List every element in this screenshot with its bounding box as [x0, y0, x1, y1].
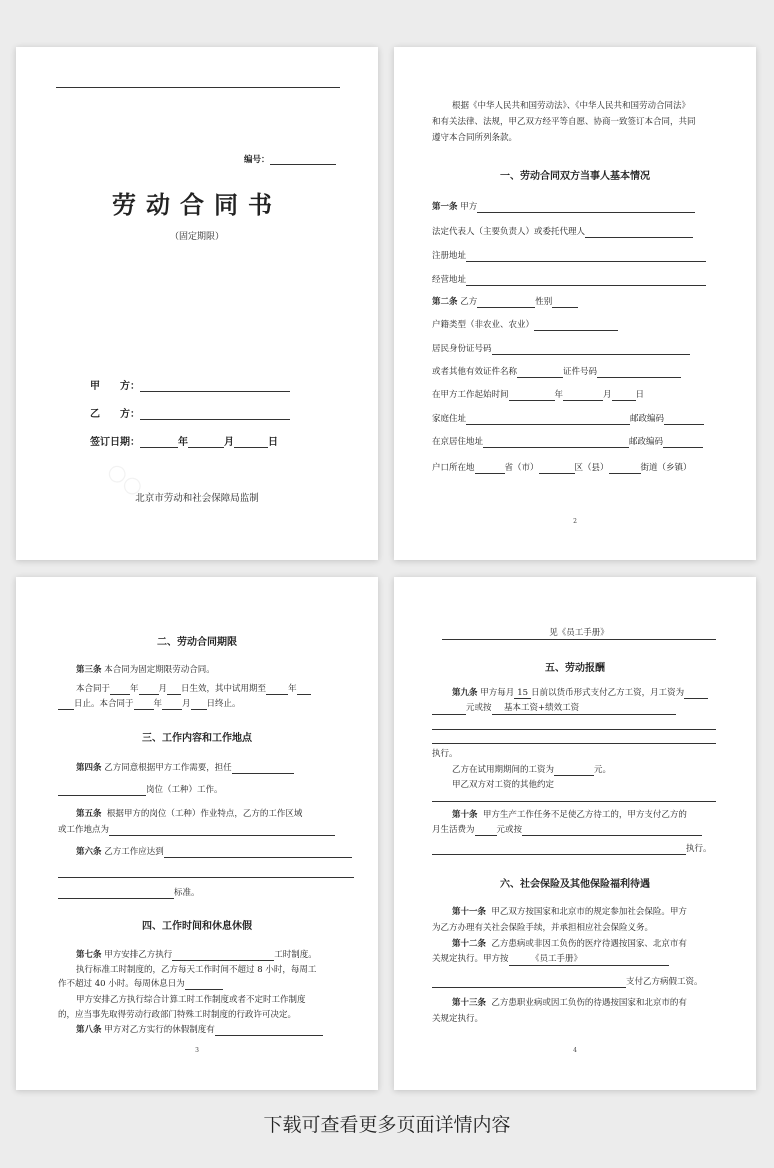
- art9-execute: 执行。: [432, 749, 458, 759]
- legal-rep-row: 法定代表人（主要负责人）或委托代理人: [432, 227, 693, 238]
- section-2-heading: 二、劳动合同期限: [157, 637, 237, 648]
- art11-row: 第十一条 甲乙双方按国家和北京市的规定参加社会保险。甲方: [452, 907, 687, 917]
- cover-top-rule: [56, 87, 340, 88]
- section-4-heading: 四、工作时间和休息休假: [142, 921, 252, 932]
- art8-row: 第八条 甲方对乙方实行的休假制度有: [76, 1025, 323, 1036]
- bj-addr-row: 在京居住地址 邮政编码: [432, 437, 703, 448]
- art3-row: 第三条 本合同为固定期限劳动合同。: [76, 665, 215, 675]
- contract-page-4: [394, 577, 756, 1090]
- art7-row: 第七条 甲方安排乙方执行 工时制度。: [76, 950, 317, 960]
- art10-exec-row: 执行。: [432, 844, 712, 855]
- sign-date-row: 签订日期： 年 月 日: [90, 437, 278, 448]
- cover-subtitle: （固定期限）: [169, 232, 224, 242]
- art5-row: 第五条 根据甲方的岗位（工种）作业特点，乙方的工作区域: [76, 809, 303, 819]
- contract-page-3: [16, 577, 378, 1090]
- art12-sick-row: 支付乙方病假工资。: [432, 977, 703, 988]
- art9-row: 第九条 甲方每月 15 日前以货币形式支付乙方工资，月工资为: [452, 688, 708, 699]
- start-work-row: 在甲方工作起始时间 年 月 日: [432, 390, 645, 400]
- art13-row-2: 关规定执行。: [432, 1014, 484, 1024]
- intro-line-2: 和有关法律、法规，甲乙双方经平等自愿、协商一致签订本合同，共同: [432, 117, 696, 127]
- art9-plan-row: 元或按 基本工资+绩效工资: [432, 703, 676, 715]
- art7-std-line-1: 执行标准工时制度的，乙方每天工作时间不超过 8 小时，每周工: [76, 965, 317, 975]
- section-5-heading: 五、劳动报酬: [545, 663, 605, 674]
- art4-row: 第四条 乙方同意根据甲方工作需要，担任: [76, 763, 294, 774]
- art12-row: 第十二条 乙方患病或非因工负伤的医疗待遇按国家、北京市有: [452, 939, 687, 949]
- art6-blank-line: [58, 877, 354, 878]
- art7-alt-line-1: 甲方安排乙方执行综合计算工时工作制度或者不定时工作制度: [76, 995, 306, 1005]
- probation-wage-row: 乙方在试用期期间的工资为 元。: [452, 765, 612, 775]
- art10-row-2: 月生活费为 元或按: [432, 825, 702, 836]
- art10-row: 第十条 甲方生产工作任务不足使乙方待工的，甲方支付乙方的: [452, 810, 687, 820]
- reg-addr-row: 注册地址: [432, 251, 706, 262]
- other-agreement-row: 甲乙双方对工资的其他约定: [452, 780, 555, 790]
- art4-post-row: 岗位（工种）工作。: [58, 785, 223, 796]
- id-no-row: 居民身份证号码: [432, 344, 690, 355]
- page-number: 4: [573, 1047, 577, 1054]
- hukou-type-row: 户籍类型（非农业、农业）: [432, 320, 618, 331]
- contract-number-label: 编号：: [244, 153, 336, 165]
- party-a-row: 甲 方：: [90, 377, 290, 392]
- art7-alt-line-2: 的，应当事先取得劳动行政部门特殊工时制度的行政许可决定。: [58, 1010, 297, 1020]
- biz-addr-row: 经营地址: [432, 275, 706, 286]
- art1-row: 第一条 甲方: [432, 202, 695, 213]
- art13-row: 第十三条 乙方患职业病或因工负伤的待遇按国家和北京市的有: [452, 998, 687, 1008]
- party-b-row: 乙 方：: [90, 405, 290, 420]
- contract-page-2: [394, 47, 756, 560]
- home-addr-row: 家庭住址 邮政编码: [432, 414, 704, 425]
- art11-row-2: 为乙方办理有关社会保险手续，并承担相应社会保险义务。: [432, 923, 654, 933]
- art9-blank-line-1: [432, 729, 716, 730]
- other-agreement-line: [432, 801, 716, 802]
- term-line-2: 日止。本合同于 年 月 日终止。: [58, 699, 241, 710]
- other-id-row: 或者其他有效证件名称 证件号码: [432, 367, 681, 378]
- contract-cover-page: [16, 47, 378, 560]
- page-number: 2: [573, 518, 577, 525]
- download-more-banner[interactable]: 下载可查看更多页面详情内容: [263, 1114, 511, 1136]
- section-6-heading: 六、社会保险及其他保险福利待遇: [500, 879, 650, 890]
- watermark: ○○: [102, 457, 149, 502]
- hukou-loc-row: 户口所在地 省（市） 区（县） 街道（乡镇）: [432, 463, 692, 473]
- art2-row: 第二条 乙方 性别: [432, 297, 578, 308]
- supervisor-label: 北京市劳动和社会保障局监制: [135, 493, 259, 504]
- intro-line-1: 根据《中华人民共和国劳动法》、《中华人民共和国劳动合同法》: [452, 101, 691, 111]
- art7-std-line-2: 作不超过 40 小时。每周休息日为: [58, 979, 223, 990]
- term-line-1: 本合同于 年 月 日生效，其中试用期至 年: [76, 684, 311, 695]
- page-number: 3: [195, 1047, 199, 1054]
- art12-row-2: 关规定执行。甲方按 《员工手册》: [432, 954, 669, 966]
- art6-standard-row: 标准。: [58, 888, 200, 899]
- section-3-heading: 三、工作内容和工作地点: [142, 733, 252, 744]
- section-1-heading: 一、劳动合同双方当事人基本情况: [500, 171, 650, 182]
- art6-row: 第六条 乙方工作应达到: [76, 847, 352, 858]
- manual-reference-line: 见《员工手册》: [442, 628, 716, 640]
- art5-row-2: 或工作地点为: [58, 825, 335, 836]
- cover-title: 劳动合同书: [112, 191, 282, 219]
- intro-line-3: 遵守本合同所列条款。: [432, 133, 518, 143]
- art9-blank-line-2: [432, 743, 716, 744]
